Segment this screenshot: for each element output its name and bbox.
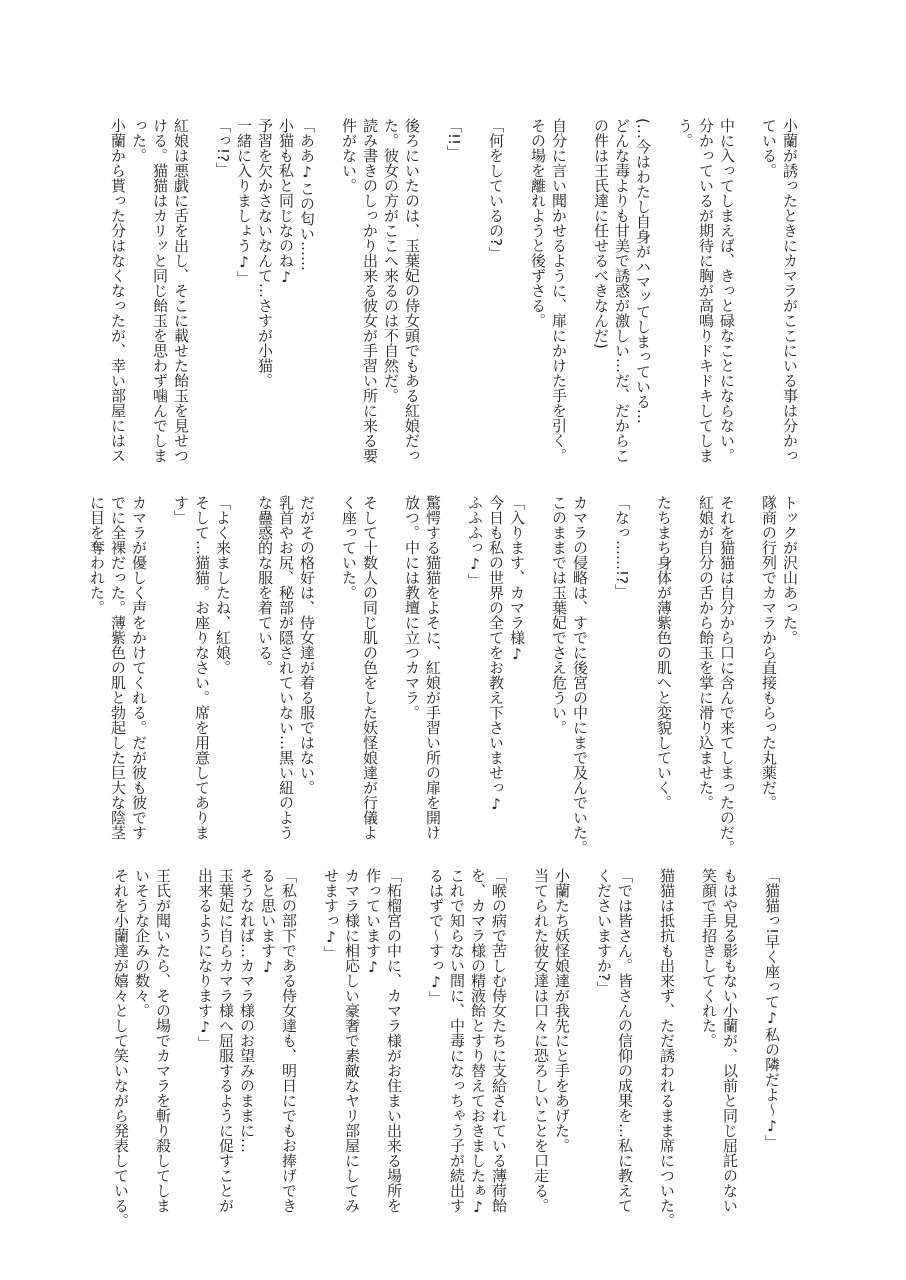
text-line: 「何をしているの?」: [487, 118, 505, 261]
text-line: 作っています♪: [364, 868, 382, 976]
text-line: 自分に言い聞かせるように、扉にかけた手を引く。: [550, 118, 568, 463]
blank-line: [632, 495, 653, 855]
blank-line: [635, 868, 656, 1238]
blank-line: [569, 118, 590, 478]
blank-line: [299, 868, 320, 1238]
text-line: 当てられた彼女達は口々に恐ろしいことを口走る。: [532, 868, 550, 1213]
blank-line: [527, 495, 548, 855]
text-line: く座っていた。: [340, 495, 358, 600]
text-line: 出来るようになります♪」: [196, 868, 214, 1051]
blank-line: [317, 118, 338, 478]
text-line: ふふふっ♪」: [466, 495, 484, 588]
text-line: 紅娘が自分の舌から飴玉を掌に滑り込ませた。: [697, 495, 715, 810]
text-line: いそうな企みの数々。: [133, 868, 151, 1018]
text-line: 玉葉妃に自らカマラ様へ屈服するように促すことが: [217, 868, 235, 1213]
blank-line: [590, 495, 611, 855]
text-line: そして十数人の同じ肌の色をした妖怪娘達が行儀よ: [361, 495, 379, 840]
blank-line: [380, 495, 401, 855]
text-line: 分かっているが期待に胸が高鳴りドキドキしてしま: [697, 118, 715, 463]
text-line: 猫猫は抵抗も出来ず、ただ誘われるまま席についた。: [658, 868, 676, 1228]
text-line: 王氏が聞いたら、その場でカマラを斬り殺してしま: [154, 868, 172, 1213]
text-line: の件は王氏達に任せるべきなんだ): [592, 118, 610, 349]
text-band-top: [107, 118, 800, 478]
text-line: 「なっ……!?」: [613, 495, 631, 599]
blank-line: [737, 495, 758, 855]
text-line: 「!!」: [445, 118, 463, 161]
text-line: そうなれば…カマラ様のお望みのままに…: [238, 868, 256, 1153]
blank-line: [740, 868, 761, 1238]
text-line: 後ろにいたのは、玉葉妃の侍女頭でもある紅娘だっ: [403, 118, 421, 463]
text-line: 今日も私の世界の全てをお教え下さいませっ♪: [487, 495, 505, 813]
text-band-middle: [86, 495, 800, 855]
blank-line: [464, 118, 485, 478]
text-line: 予習を欠かさないなんて…さすが小猫。: [256, 118, 274, 388]
text-line: でに全裸だった。薄紫色の肌と勃起した巨大な陰茎: [109, 495, 127, 840]
text-line: 紅娘は悪戯に舌を出し、そこに載せた飴玉を見せつ: [172, 118, 190, 463]
text-line: に目を奪われた。: [88, 495, 106, 615]
text-line: どんな毒よりも甘美で誘惑が激しい…だ、だからこ: [613, 118, 631, 463]
text-line: カマラ様に相応しい豪奢で素敵なヤリ部屋にしてみ: [343, 868, 361, 1213]
blank-line: [653, 118, 674, 478]
text-line: 一緒に入りましょう♪」: [235, 118, 253, 286]
text-line: す」: [172, 495, 190, 525]
blank-line: [173, 868, 194, 1238]
text-line: カマラの侵略は、すでに後宮の中にまで及んでいた。: [571, 495, 589, 855]
text-line: 小猫も私と同じなのね♪: [277, 118, 295, 286]
text-line: 小蘭たち妖怪娘達が我先にと手をあげた。: [553, 868, 571, 1153]
text-line: 「入ります、カマラ様♪: [508, 495, 526, 663]
text-line: 「私の部下である侍女達も、明日にでもお捧げでき: [280, 868, 298, 1213]
text-line: このままでは玉葉妃でさえ危うい。: [550, 495, 568, 735]
text-line: 「よく来ましたね、紅娘。: [214, 495, 232, 675]
text-line: 読み書きのしっかり出来る彼女が手習い所に来る要: [361, 118, 379, 463]
text-line: ると思います♪: [259, 868, 277, 976]
text-line: ている。: [760, 118, 778, 178]
blank-line: [506, 118, 527, 478]
text-line: くださいますか?」: [595, 868, 613, 996]
blank-line: [191, 118, 212, 478]
text-line: 「喉の病で苦しむ侍女たちに支給されている薄荷飴: [490, 868, 508, 1213]
text-line: それを小蘭達が嬉々として笑いながら発表している。: [112, 868, 130, 1228]
blank-line: [509, 868, 530, 1238]
text-line: 乳首やお尻、秘部が隠されていない…黒い紐のよう: [277, 495, 295, 840]
text-line: ける。猫猫はカリッと同じ飴玉を思わず噛んでしま: [151, 118, 169, 463]
blank-line: [443, 495, 464, 855]
blank-line: [317, 495, 338, 855]
text-line: 「猫猫っ!早く座って♪私の隣だよ〜♪」: [763, 868, 781, 1151]
text-line: もはや見る影もない小蘭が、以前と同じ屈託のない: [721, 868, 739, 1213]
text-line: 小蘭が誘ったときにカマラがここにいる事は分かっ: [781, 118, 799, 463]
text-line: を、カマラ様の精液飴とすり替えておきましたぁ♪: [469, 868, 487, 1216]
text-line: (…今はわたし自身がハマッてしまっている…: [634, 118, 652, 424]
text-line: トックが沢山あった。: [781, 495, 799, 645]
text-line: 件がない。: [340, 118, 358, 193]
text-band-bottom: [110, 868, 782, 1238]
blank-line: [677, 868, 698, 1238]
text-line: これで知らない間に、中毒になっちゃう子が続出す: [448, 868, 466, 1213]
text-line: そして…猫猫。お座りなさい。席を用意してありま: [193, 495, 211, 840]
blank-line: [404, 868, 425, 1238]
text-line: だがその格好は、侍女達が着る服ではない。: [298, 495, 316, 795]
text-line: 「柘榴宮の中に、カマラ様がお住まい出来る場所を: [385, 868, 403, 1213]
blank-line: [572, 868, 593, 1238]
text-line: う。: [676, 118, 694, 148]
text-line: 中に入ってしまえば、きっと碌なことにならない。: [718, 118, 736, 463]
text-line: 「っ!?」: [214, 118, 232, 177]
text-line: 「では皆さん。皆さんの信仰の成果を…私に教えて: [616, 868, 634, 1213]
text-line: その場を離れようと後ずさる。: [529, 118, 547, 328]
text-line: った。: [130, 118, 148, 163]
blank-line: [674, 495, 695, 855]
text-line: 小蘭から貰った分はなくなったが、幸い部屋にはス: [109, 118, 127, 463]
text-line: せますっ♪」: [322, 868, 340, 961]
text-line: 「ああ♪この匂い……: [298, 118, 316, 271]
text-line: るはずで〜すっ♪」: [427, 868, 445, 1006]
blank-line: [422, 118, 443, 478]
text-line: 放つ。中には教壇に立つカマラ。: [403, 495, 421, 720]
text-line: な蠱惑的な服を着ている。: [256, 495, 274, 675]
blank-line: [149, 495, 170, 855]
text-line: た。彼女の方がここへ来るのは不自然だ。: [382, 118, 400, 403]
text-line: たちまち身体が薄紫色の肌へと変貌していく。: [655, 495, 673, 810]
text-line: 隊商の行列でカマラから直接もらった丸薬だ。: [760, 495, 778, 810]
text-line: それを猫猫は自分から口に含んで来てしまったのだ。: [718, 495, 736, 855]
text-line: 笑顔で手招きしてくれた。: [700, 868, 718, 1048]
blank-line: [233, 495, 254, 855]
blank-line: [737, 118, 758, 478]
text-line: カマラが優しく声をかけてくれる。だが彼も彼です: [130, 495, 148, 840]
text-line: 驚愕する猫猫をよそに、紅娘が手習い所の扉を開け: [424, 495, 442, 840]
